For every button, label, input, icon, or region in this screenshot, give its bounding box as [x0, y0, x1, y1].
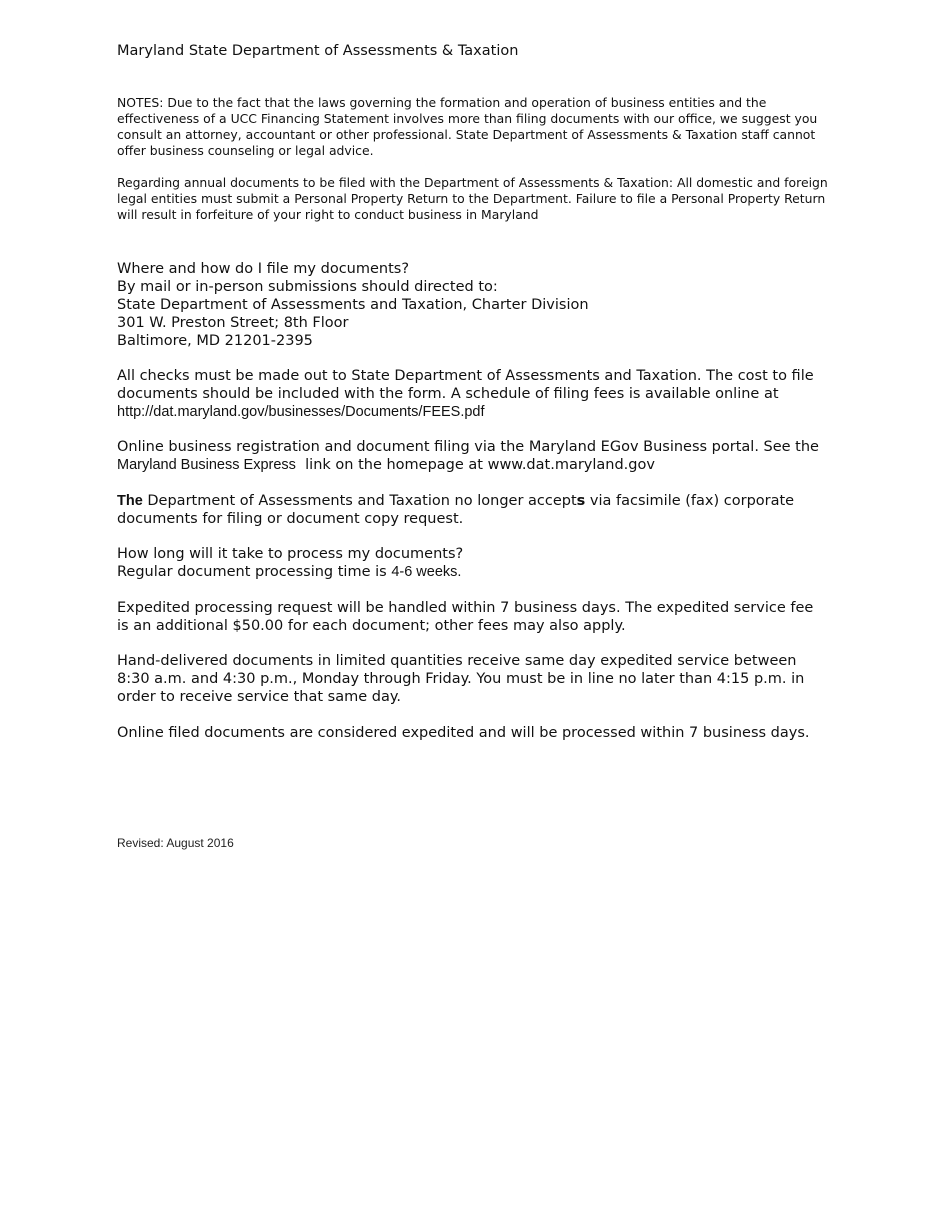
fax-policy-section	[117, 492, 829, 528]
submission-intro: By mail or in-person submissions should directed to:	[117, 279, 498, 295]
online-filed-section	[117, 724, 829, 742]
notes-text: NOTES: Due to the fact that the laws governing the formation and operation of business entities and the effectiveness of a UCC Financing Statement involves more than filing documents with our office, we suggest you consult an attorney, accountant or other professional. State Department of Assessments & Taxation staff cannot offer business counseling or legal advice.	[117, 95, 818, 158]
filing-location-section	[117, 260, 829, 350]
department-title	[117, 42, 829, 60]
fees-url-link[interactable]: http://dat.maryland.gov/businesses/Documents/FEES.pdf	[117, 404, 485, 420]
online-registration-section	[117, 438, 829, 474]
online-registration-line-2	[117, 456, 829, 474]
fax-bold-letter: s	[576, 493, 586, 509]
checks-line-1: All checks must be made out to State Department of Assessments and Taxation. The cost to file	[117, 368, 814, 384]
processing-time-heading: How long will it take to process my documents?	[117, 546, 464, 562]
notes-paragraph	[117, 95, 829, 159]
regular-processing-line	[117, 563, 829, 581]
department-title-text: Maryland State Department of Assessments & Taxation	[117, 43, 519, 59]
homepage-reference: link on the homepage at www.dat.maryland.gov	[305, 457, 655, 473]
checks-section	[117, 367, 829, 421]
revision-date-text: Revised: August 2016	[117, 836, 234, 850]
filing-location-heading: Where and how do I file my documents?	[117, 261, 410, 277]
online-registration-line-1: Online business registration and document filing via the Maryland EGov Business portal. See the	[117, 439, 819, 455]
annual-documents-text: Regarding annual documents to be filed with the Department of Assessments & Taxation: All domestic and foreign legal entities must submit a Personal Property Return to the Department. Failure to file a Personal Property Return will result in forfeiture of your right to conduct business in Maryland	[117, 175, 828, 222]
business-express-link[interactable]: Maryland Business Express	[117, 457, 296, 473]
fax-lead-word: The	[117, 493, 143, 509]
address-line-1: State Department of Assessments and Taxation, Charter Division	[117, 297, 589, 313]
regular-processing-prefix: Regular document processing time is	[117, 564, 387, 580]
revision-date	[117, 836, 829, 851]
address-line-2: 301 W. Preston Street; 8th Floor	[117, 315, 349, 331]
annual-documents-paragraph	[117, 175, 829, 223]
expedited-processing-section	[117, 599, 829, 635]
fax-text-part-2: via facsimile (fax) corporate documents for filing or document copy request.	[117, 493, 795, 527]
processing-time-section	[117, 545, 829, 581]
hand-delivered-text: Hand-delivered documents in limited quantities receive same day expedited service between 8:30 a.m. and 4:30 p.m., Monday through Friday. You must be in line no later than 4:15 p.m. in order to receive service that same day.	[117, 653, 805, 705]
fax-text-part-1: Department of Assessments and Taxation no longer accept	[147, 493, 577, 509]
address-line-3: Baltimore, MD 21201-2395	[117, 333, 313, 349]
hand-delivered-section	[117, 652, 829, 706]
regular-processing-time: 4-6 weeks.	[391, 564, 462, 580]
online-filed-text: Online filed documents are considered expedited and will be processed within 7 business days.	[117, 725, 810, 741]
expedited-processing-text: Expedited processing request will be handled within 7 business days. The expedited service fee is an additional $50.00 for each document; other fees may also apply.	[117, 600, 814, 634]
checks-line-2: documents should be included with the form. A schedule of filing fees is available online at	[117, 386, 779, 402]
